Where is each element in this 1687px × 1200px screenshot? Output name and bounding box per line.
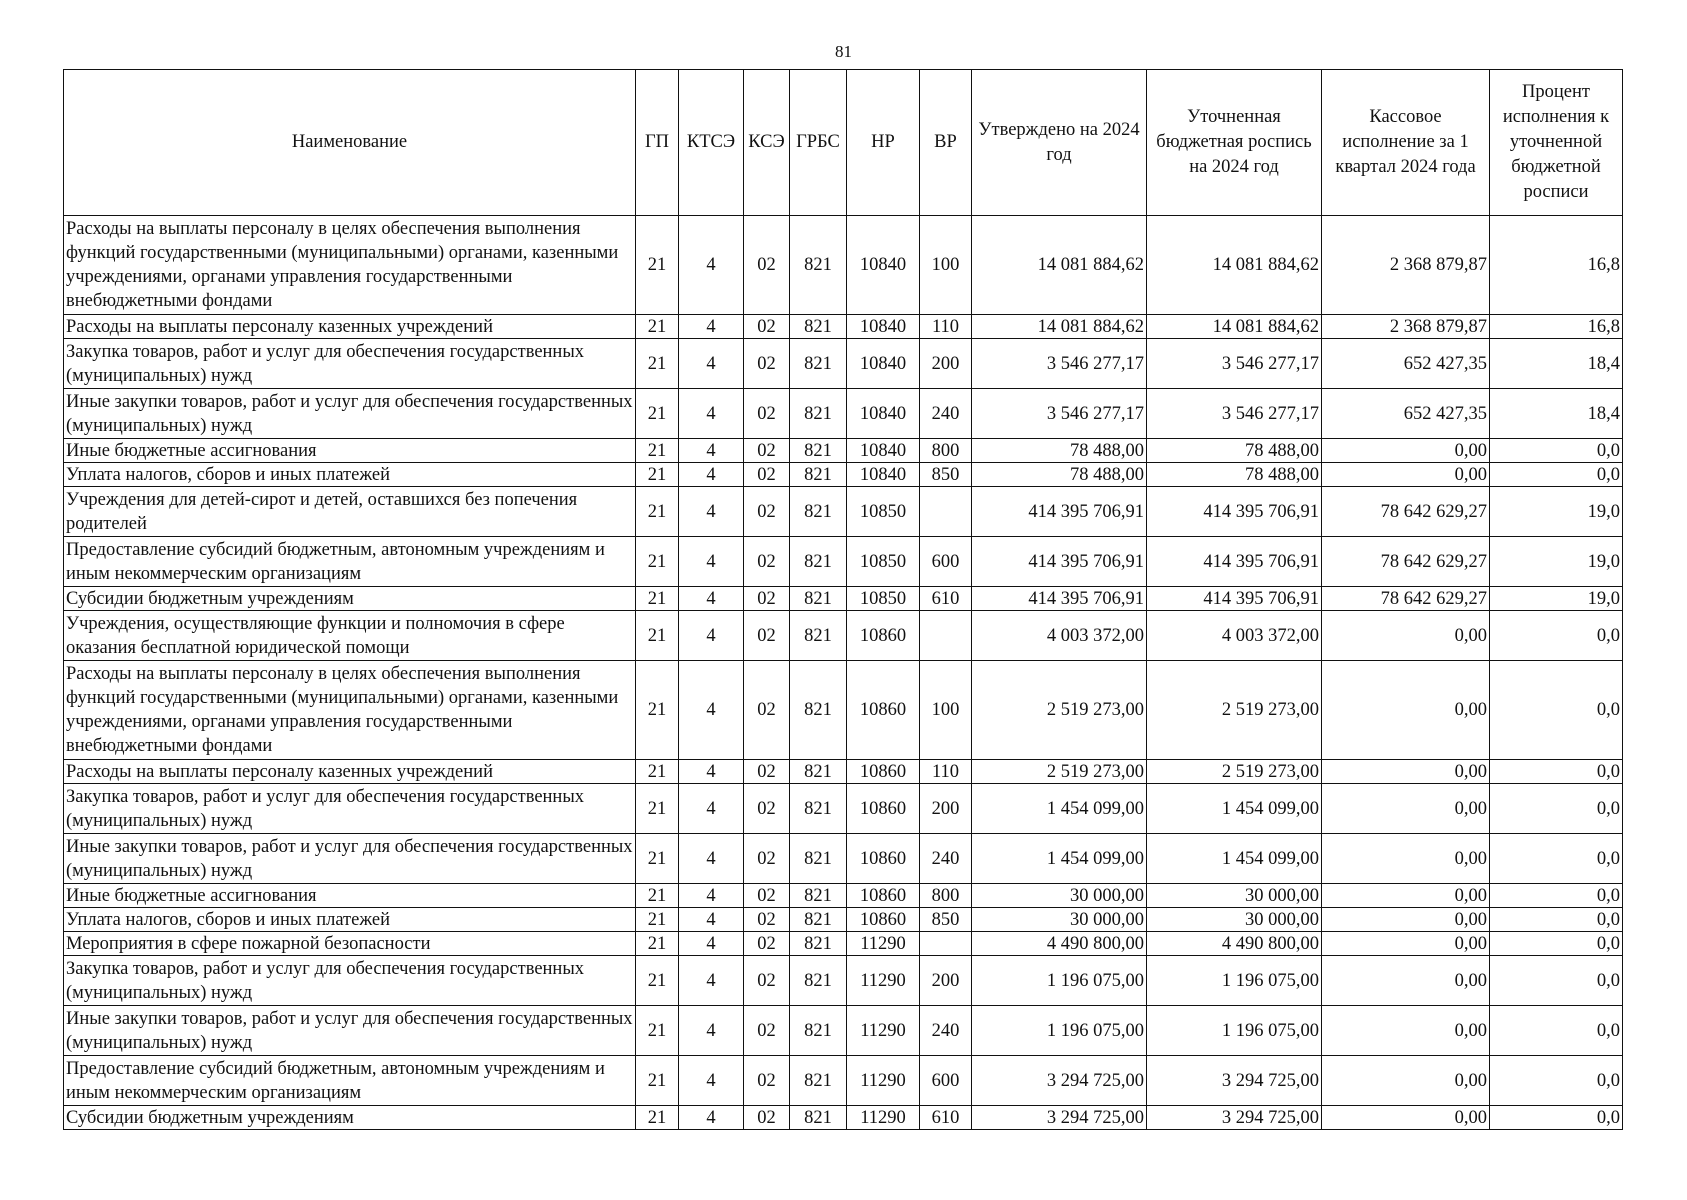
cell-name: Иные закупки товаров, работ и услуг для обеспечения государственных (муниципальных) нужд bbox=[64, 1006, 636, 1056]
table-row bbox=[64, 487, 1623, 537]
cell-kse: 02 bbox=[744, 587, 790, 611]
cell-ktse: 4 bbox=[679, 216, 744, 315]
table-row bbox=[64, 463, 1623, 487]
cell-approved: 30 000,00 bbox=[972, 884, 1147, 908]
cell-nr: 11290 bbox=[847, 956, 920, 1006]
cell-refined: 1 196 075,00 bbox=[1147, 1006, 1322, 1056]
cell-percent: 0,0 bbox=[1490, 439, 1623, 463]
cell-grbs: 821 bbox=[790, 932, 847, 956]
cell-gp: 21 bbox=[636, 216, 679, 315]
cell-approved: 14 081 884,62 bbox=[972, 315, 1147, 339]
table-row bbox=[64, 537, 1623, 587]
cell-nr: 10840 bbox=[847, 439, 920, 463]
cell-percent: 0,0 bbox=[1490, 834, 1623, 884]
cell-nr: 10860 bbox=[847, 784, 920, 834]
cell-grbs: 821 bbox=[790, 463, 847, 487]
cell-refined: 3 546 277,17 bbox=[1147, 339, 1322, 389]
page-number: 81 bbox=[835, 42, 852, 61]
cell-grbs: 821 bbox=[790, 1106, 847, 1130]
table-row bbox=[64, 439, 1623, 463]
cell-nr: 10850 bbox=[847, 487, 920, 537]
cell-nr: 10860 bbox=[847, 834, 920, 884]
cell-gp: 21 bbox=[636, 339, 679, 389]
cell-gp: 21 bbox=[636, 587, 679, 611]
cell-kse: 02 bbox=[744, 884, 790, 908]
cell-nr: 10860 bbox=[847, 884, 920, 908]
cell-refined: 414 395 706,91 bbox=[1147, 587, 1322, 611]
cell-refined: 3 294 725,00 bbox=[1147, 1056, 1322, 1106]
cell-name: Иные бюджетные ассигнования bbox=[64, 439, 636, 463]
cell-executed: 78 642 629,27 bbox=[1322, 487, 1490, 537]
cell-approved: 3 546 277,17 bbox=[972, 339, 1147, 389]
cell-refined: 14 081 884,62 bbox=[1147, 315, 1322, 339]
cell-ktse: 4 bbox=[679, 784, 744, 834]
cell-refined: 1 454 099,00 bbox=[1147, 834, 1322, 884]
cell-name: Субсидии бюджетным учреждениям bbox=[64, 1106, 636, 1130]
header-name: Наименование bbox=[64, 70, 636, 216]
header-kse: КСЭ bbox=[744, 70, 790, 216]
table-row bbox=[64, 932, 1623, 956]
cell-vr: 600 bbox=[920, 1056, 972, 1106]
cell-kse: 02 bbox=[744, 389, 790, 439]
cell-ktse: 4 bbox=[679, 439, 744, 463]
table-row bbox=[64, 784, 1623, 834]
cell-grbs: 821 bbox=[790, 760, 847, 784]
table-row bbox=[64, 834, 1623, 884]
cell-nr: 10850 bbox=[847, 537, 920, 587]
cell-executed: 78 642 629,27 bbox=[1322, 537, 1490, 587]
cell-nr: 10840 bbox=[847, 339, 920, 389]
cell-vr bbox=[920, 932, 972, 956]
cell-executed: 0,00 bbox=[1322, 463, 1490, 487]
cell-ktse: 4 bbox=[679, 487, 744, 537]
cell-ktse: 4 bbox=[679, 611, 744, 661]
cell-name: Предоставление субсидий бюджетным, автономным учреждениям и иным некоммерческим организациям bbox=[64, 537, 636, 587]
cell-gp: 21 bbox=[636, 1006, 679, 1056]
cell-name: Расходы на выплаты персоналу в целях обеспечения выполнения функций государственными (муниципальными) органами, казенными учреждениями, органами управления государственными внебюджетными фондами bbox=[64, 216, 636, 315]
cell-kse: 02 bbox=[744, 315, 790, 339]
cell-refined: 414 395 706,91 bbox=[1147, 537, 1322, 587]
cell-grbs: 821 bbox=[790, 784, 847, 834]
cell-percent: 0,0 bbox=[1490, 611, 1623, 661]
cell-vr: 110 bbox=[920, 315, 972, 339]
cell-percent: 0,0 bbox=[1490, 784, 1623, 834]
cell-executed: 0,00 bbox=[1322, 1056, 1490, 1106]
cell-percent: 18,4 bbox=[1490, 339, 1623, 389]
cell-nr: 11290 bbox=[847, 1006, 920, 1056]
cell-vr: 800 bbox=[920, 884, 972, 908]
table-row bbox=[64, 315, 1623, 339]
cell-ktse: 4 bbox=[679, 463, 744, 487]
cell-gp: 21 bbox=[636, 389, 679, 439]
cell-gp: 21 bbox=[636, 611, 679, 661]
cell-ktse: 4 bbox=[679, 932, 744, 956]
cell-approved: 2 519 273,00 bbox=[972, 760, 1147, 784]
cell-name: Предоставление субсидий бюджетным, автономным учреждениям и иным некоммерческим организациям bbox=[64, 1056, 636, 1106]
cell-approved: 1 454 099,00 bbox=[972, 834, 1147, 884]
table-row bbox=[64, 956, 1623, 1006]
cell-grbs: 821 bbox=[790, 487, 847, 537]
cell-ktse: 4 bbox=[679, 339, 744, 389]
cell-approved: 78 488,00 bbox=[972, 439, 1147, 463]
cell-percent: 16,8 bbox=[1490, 216, 1623, 315]
cell-approved: 30 000,00 bbox=[972, 908, 1147, 932]
cell-refined: 414 395 706,91 bbox=[1147, 487, 1322, 537]
cell-ktse: 4 bbox=[679, 587, 744, 611]
cell-name: Учреждения для детей-сирот и детей, оставшихся без попечения родителей bbox=[64, 487, 636, 537]
cell-refined: 1 454 099,00 bbox=[1147, 784, 1322, 834]
cell-nr: 10860 bbox=[847, 611, 920, 661]
cell-grbs: 821 bbox=[790, 1056, 847, 1106]
cell-kse: 02 bbox=[744, 760, 790, 784]
cell-executed: 0,00 bbox=[1322, 932, 1490, 956]
cell-vr: 200 bbox=[920, 784, 972, 834]
cell-executed: 652 427,35 bbox=[1322, 339, 1490, 389]
cell-gp: 21 bbox=[636, 661, 679, 760]
cell-grbs: 821 bbox=[790, 216, 847, 315]
table-row bbox=[64, 339, 1623, 389]
header-percent: Процент исполнения к уточненной бюджетной росписи bbox=[1490, 70, 1623, 216]
cell-nr: 11290 bbox=[847, 1056, 920, 1106]
cell-grbs: 821 bbox=[790, 834, 847, 884]
cell-ktse: 4 bbox=[679, 537, 744, 587]
cell-vr: 850 bbox=[920, 908, 972, 932]
cell-grbs: 821 bbox=[790, 908, 847, 932]
cell-refined: 2 519 273,00 bbox=[1147, 661, 1322, 760]
cell-approved: 1 196 075,00 bbox=[972, 956, 1147, 1006]
cell-percent: 19,0 bbox=[1490, 537, 1623, 587]
cell-grbs: 821 bbox=[790, 956, 847, 1006]
cell-refined: 1 196 075,00 bbox=[1147, 956, 1322, 1006]
cell-nr: 11290 bbox=[847, 1106, 920, 1130]
cell-grbs: 821 bbox=[790, 587, 847, 611]
cell-refined: 4 490 800,00 bbox=[1147, 932, 1322, 956]
cell-gp: 21 bbox=[636, 439, 679, 463]
cell-executed: 0,00 bbox=[1322, 611, 1490, 661]
cell-name: Иные закупки товаров, работ и услуг для обеспечения государственных (муниципальных) нужд bbox=[64, 834, 636, 884]
cell-ktse: 4 bbox=[679, 956, 744, 1006]
cell-nr: 10860 bbox=[847, 760, 920, 784]
cell-gp: 21 bbox=[636, 784, 679, 834]
cell-name: Расходы на выплаты персоналу казенных учреждений bbox=[64, 760, 636, 784]
cell-grbs: 821 bbox=[790, 339, 847, 389]
header-executed: Кассовое исполнение за 1 квартал 2024 года bbox=[1322, 70, 1490, 216]
cell-nr: 10840 bbox=[847, 463, 920, 487]
table-row bbox=[64, 1006, 1623, 1056]
header-nr: НР bbox=[847, 70, 920, 216]
cell-approved: 78 488,00 bbox=[972, 463, 1147, 487]
cell-approved: 414 395 706,91 bbox=[972, 587, 1147, 611]
cell-approved: 3 294 725,00 bbox=[972, 1056, 1147, 1106]
cell-percent: 0,0 bbox=[1490, 908, 1623, 932]
cell-vr bbox=[920, 611, 972, 661]
cell-gp: 21 bbox=[636, 908, 679, 932]
cell-grbs: 821 bbox=[790, 884, 847, 908]
cell-approved: 414 395 706,91 bbox=[972, 537, 1147, 587]
cell-approved: 3 546 277,17 bbox=[972, 389, 1147, 439]
cell-name: Расходы на выплаты персоналу казенных учреждений bbox=[64, 315, 636, 339]
header-gp: ГП bbox=[636, 70, 679, 216]
cell-refined: 14 081 884,62 bbox=[1147, 216, 1322, 315]
cell-percent: 0,0 bbox=[1490, 1006, 1623, 1056]
cell-vr: 100 bbox=[920, 216, 972, 315]
cell-name: Иные закупки товаров, работ и услуг для обеспечения государственных (муниципальных) нужд bbox=[64, 389, 636, 439]
cell-gp: 21 bbox=[636, 884, 679, 908]
cell-vr: 200 bbox=[920, 956, 972, 1006]
cell-ktse: 4 bbox=[679, 661, 744, 760]
cell-executed: 2 368 879,87 bbox=[1322, 315, 1490, 339]
cell-ktse: 4 bbox=[679, 1006, 744, 1056]
cell-executed: 0,00 bbox=[1322, 908, 1490, 932]
cell-grbs: 821 bbox=[790, 537, 847, 587]
cell-kse: 02 bbox=[744, 661, 790, 760]
cell-vr: 800 bbox=[920, 439, 972, 463]
cell-kse: 02 bbox=[744, 784, 790, 834]
cell-executed: 2 368 879,87 bbox=[1322, 216, 1490, 315]
cell-percent: 0,0 bbox=[1490, 1106, 1623, 1130]
cell-kse: 02 bbox=[744, 439, 790, 463]
cell-gp: 21 bbox=[636, 834, 679, 884]
cell-percent: 0,0 bbox=[1490, 956, 1623, 1006]
cell-name: Закупка товаров, работ и услуг для обеспечения государственных (муниципальных) нужд bbox=[64, 784, 636, 834]
cell-executed: 0,00 bbox=[1322, 956, 1490, 1006]
cell-nr: 11290 bbox=[847, 932, 920, 956]
cell-vr: 610 bbox=[920, 587, 972, 611]
cell-vr: 610 bbox=[920, 1106, 972, 1130]
cell-executed: 0,00 bbox=[1322, 661, 1490, 760]
cell-refined: 30 000,00 bbox=[1147, 884, 1322, 908]
table-row bbox=[64, 908, 1623, 932]
table-row bbox=[64, 611, 1623, 661]
cell-grbs: 821 bbox=[790, 389, 847, 439]
cell-approved: 4 490 800,00 bbox=[972, 932, 1147, 956]
cell-refined: 78 488,00 bbox=[1147, 439, 1322, 463]
cell-percent: 16,8 bbox=[1490, 315, 1623, 339]
cell-name: Закупка товаров, работ и услуг для обеспечения государственных (муниципальных) нужд bbox=[64, 956, 636, 1006]
cell-executed: 0,00 bbox=[1322, 884, 1490, 908]
cell-name: Мероприятия в сфере пожарной безопасности bbox=[64, 932, 636, 956]
cell-approved: 3 294 725,00 bbox=[972, 1106, 1147, 1130]
cell-kse: 02 bbox=[744, 1056, 790, 1106]
header-vr: ВР bbox=[920, 70, 972, 216]
cell-kse: 02 bbox=[744, 932, 790, 956]
cell-kse: 02 bbox=[744, 537, 790, 587]
cell-nr: 10860 bbox=[847, 661, 920, 760]
cell-kse: 02 bbox=[744, 611, 790, 661]
cell-refined: 3 546 277,17 bbox=[1147, 389, 1322, 439]
header-refined: Уточненная бюджетная роспись на 2024 год bbox=[1147, 70, 1322, 216]
cell-executed: 78 642 629,27 bbox=[1322, 587, 1490, 611]
cell-approved: 14 081 884,62 bbox=[972, 216, 1147, 315]
cell-executed: 0,00 bbox=[1322, 439, 1490, 463]
cell-executed: 652 427,35 bbox=[1322, 389, 1490, 439]
cell-percent: 0,0 bbox=[1490, 884, 1623, 908]
cell-kse: 02 bbox=[744, 339, 790, 389]
cell-vr: 240 bbox=[920, 834, 972, 884]
cell-gp: 21 bbox=[636, 1056, 679, 1106]
cell-kse: 02 bbox=[744, 1106, 790, 1130]
cell-percent: 19,0 bbox=[1490, 587, 1623, 611]
cell-nr: 10840 bbox=[847, 389, 920, 439]
table-row bbox=[64, 884, 1623, 908]
table-row bbox=[64, 216, 1623, 315]
cell-gp: 21 bbox=[636, 537, 679, 587]
cell-kse: 02 bbox=[744, 487, 790, 537]
table-row bbox=[64, 1106, 1623, 1130]
cell-gp: 21 bbox=[636, 760, 679, 784]
cell-gp: 21 bbox=[636, 956, 679, 1006]
cell-percent: 0,0 bbox=[1490, 463, 1623, 487]
cell-grbs: 821 bbox=[790, 439, 847, 463]
cell-kse: 02 bbox=[744, 216, 790, 315]
cell-name: Уплата налогов, сборов и иных платежей bbox=[64, 463, 636, 487]
cell-refined: 2 519 273,00 bbox=[1147, 760, 1322, 784]
cell-ktse: 4 bbox=[679, 315, 744, 339]
cell-approved: 1 196 075,00 bbox=[972, 1006, 1147, 1056]
budget-execution-table bbox=[63, 69, 1623, 1130]
cell-grbs: 821 bbox=[790, 661, 847, 760]
cell-ktse: 4 bbox=[679, 389, 744, 439]
cell-name: Иные бюджетные ассигнования bbox=[64, 884, 636, 908]
cell-refined: 3 294 725,00 bbox=[1147, 1106, 1322, 1130]
cell-kse: 02 bbox=[744, 956, 790, 1006]
cell-kse: 02 bbox=[744, 1006, 790, 1056]
cell-ktse: 4 bbox=[679, 908, 744, 932]
cell-vr: 600 bbox=[920, 537, 972, 587]
cell-percent: 0,0 bbox=[1490, 760, 1623, 784]
cell-grbs: 821 bbox=[790, 1006, 847, 1056]
cell-ktse: 4 bbox=[679, 760, 744, 784]
cell-nr: 10840 bbox=[847, 216, 920, 315]
cell-gp: 21 bbox=[636, 487, 679, 537]
cell-approved: 1 454 099,00 bbox=[972, 784, 1147, 834]
cell-nr: 10860 bbox=[847, 908, 920, 932]
cell-name: Учреждения, осуществляющие функции и полномочия в сфере оказания бесплатной юридической помощи bbox=[64, 611, 636, 661]
cell-executed: 0,00 bbox=[1322, 1106, 1490, 1130]
cell-ktse: 4 bbox=[679, 1106, 744, 1130]
cell-vr: 240 bbox=[920, 389, 972, 439]
cell-vr: 850 bbox=[920, 463, 972, 487]
cell-name: Расходы на выплаты персоналу в целях обеспечения выполнения функций государственными (муниципальными) органами, казенными учреждениями, органами управления государственными внебюджетными фондами bbox=[64, 661, 636, 760]
table-row bbox=[64, 760, 1623, 784]
header-approved: Утверждено на 2024 год bbox=[972, 70, 1147, 216]
cell-approved: 4 003 372,00 bbox=[972, 611, 1147, 661]
cell-executed: 0,00 bbox=[1322, 760, 1490, 784]
cell-gp: 21 bbox=[636, 1106, 679, 1130]
cell-refined: 78 488,00 bbox=[1147, 463, 1322, 487]
table-row bbox=[64, 587, 1623, 611]
cell-executed: 0,00 bbox=[1322, 784, 1490, 834]
cell-nr: 10850 bbox=[847, 587, 920, 611]
header-grbs: ГРБС bbox=[790, 70, 847, 216]
cell-gp: 21 bbox=[636, 315, 679, 339]
cell-gp: 21 bbox=[636, 932, 679, 956]
cell-vr: 100 bbox=[920, 661, 972, 760]
cell-gp: 21 bbox=[636, 463, 679, 487]
cell-ktse: 4 bbox=[679, 834, 744, 884]
cell-vr: 240 bbox=[920, 1006, 972, 1056]
cell-approved: 2 519 273,00 bbox=[972, 661, 1147, 760]
cell-ktse: 4 bbox=[679, 1056, 744, 1106]
table-header-row bbox=[64, 70, 1623, 216]
cell-vr: 110 bbox=[920, 760, 972, 784]
table-row bbox=[64, 1056, 1623, 1106]
table-body bbox=[64, 216, 1623, 1130]
cell-name: Субсидии бюджетным учреждениям bbox=[64, 587, 636, 611]
cell-percent: 0,0 bbox=[1490, 1056, 1623, 1106]
header-ktse: КТСЭ bbox=[679, 70, 744, 216]
cell-percent: 18,4 bbox=[1490, 389, 1623, 439]
cell-name: Уплата налогов, сборов и иных платежей bbox=[64, 908, 636, 932]
cell-kse: 02 bbox=[744, 834, 790, 884]
cell-percent: 0,0 bbox=[1490, 661, 1623, 760]
cell-refined: 4 003 372,00 bbox=[1147, 611, 1322, 661]
cell-executed: 0,00 bbox=[1322, 834, 1490, 884]
cell-kse: 02 bbox=[744, 463, 790, 487]
cell-executed: 0,00 bbox=[1322, 1006, 1490, 1056]
cell-refined: 30 000,00 bbox=[1147, 908, 1322, 932]
cell-percent: 0,0 bbox=[1490, 932, 1623, 956]
cell-approved: 414 395 706,91 bbox=[972, 487, 1147, 537]
cell-ktse: 4 bbox=[679, 884, 744, 908]
cell-vr: 200 bbox=[920, 339, 972, 389]
cell-name: Закупка товаров, работ и услуг для обеспечения государственных (муниципальных) нужд bbox=[64, 339, 636, 389]
cell-grbs: 821 bbox=[790, 611, 847, 661]
cell-percent: 19,0 bbox=[1490, 487, 1623, 537]
cell-nr: 10840 bbox=[847, 315, 920, 339]
table-row bbox=[64, 389, 1623, 439]
cell-grbs: 821 bbox=[790, 315, 847, 339]
cell-kse: 02 bbox=[744, 908, 790, 932]
cell-vr bbox=[920, 487, 972, 537]
table-row bbox=[64, 661, 1623, 760]
